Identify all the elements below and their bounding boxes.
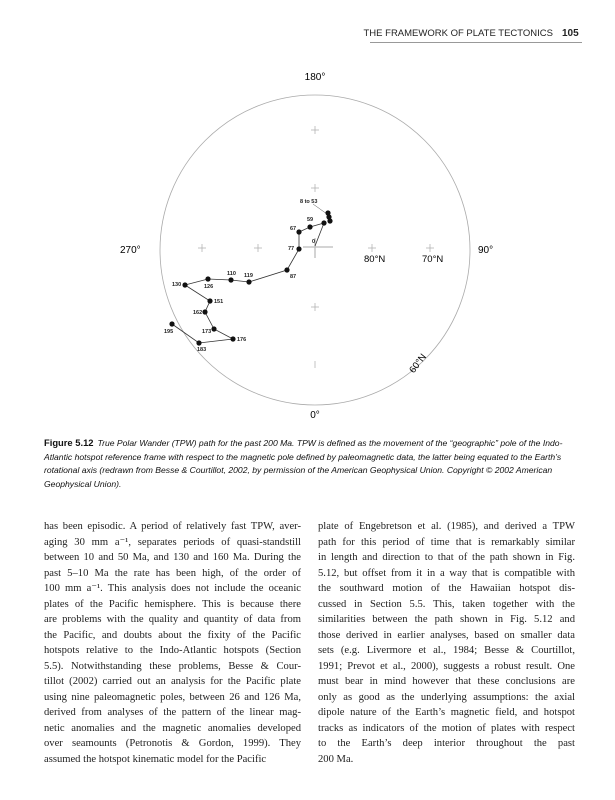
point-label: 162 (193, 310, 203, 316)
text-line: only as good as the underlying assumptions: the axial (318, 691, 575, 703)
label-270: 270° (120, 245, 141, 256)
label-60n: 60°N (407, 351, 430, 376)
point-label: 0 (312, 239, 316, 245)
point-label: 8 to 53 (300, 199, 318, 205)
body-column-left (44, 519, 301, 767)
point-label: 173 (202, 329, 212, 335)
point-label: 126 (204, 284, 214, 290)
figure-caption (44, 436, 576, 491)
text-line: 200 Ma. (318, 753, 354, 765)
tpw-point (202, 309, 207, 314)
text-line: between 10 and 50 Ma, and 130 and 160 Ma. During the (44, 552, 301, 563)
label-80n: 80°N (364, 254, 386, 265)
text-line: netic anomalies and the magnetic anomalies developed (44, 722, 301, 734)
tpw-point (207, 298, 212, 303)
text-line: in length and direction to that of the path shown in Fig. (318, 552, 575, 563)
text-line: over seamounts (Petronotis & Gordon, 1999). They (44, 738, 301, 749)
center-cross (303, 238, 333, 258)
text-line: plate of Engebretson et al. (1985), and derived a TPW (318, 521, 575, 532)
tpw-point (284, 267, 289, 272)
text-line: 5.12, but offset from it in a way that is compatible with (318, 567, 575, 579)
point-label: 176 (237, 337, 247, 343)
tpw-point (205, 276, 210, 281)
tpw-point (327, 218, 332, 223)
tpw-point (296, 229, 301, 234)
text-line: must bear in mind however that these conclusions are (318, 676, 575, 687)
point-label: 59 (307, 217, 314, 223)
tpw-point (296, 246, 301, 251)
text-line: cussed in Section 5.5. This, taken together with the (318, 598, 575, 610)
tpw-labels (164, 199, 317, 353)
point-label: 195 (164, 329, 174, 335)
tpw-point (182, 282, 187, 287)
text-line: 100 mm a⁻¹. This analysis does not include the oceanic (44, 583, 301, 594)
cluster-leader (313, 204, 327, 214)
point-label: 77 (288, 246, 295, 252)
text-line: are problems with the quality and quantity of data from (44, 614, 301, 625)
tpw-point (211, 326, 216, 331)
text-line: hotspots relative to the Indo-Atlantic hotspots (Section (44, 645, 301, 656)
header-rule (370, 42, 582, 43)
text-line: using nine paleomagnetic poles, between 26 and 126 Ma, (44, 691, 301, 703)
text-line: derived from analyses of the pattern of the linear mag- (44, 707, 301, 718)
point-label: 130 (172, 282, 182, 288)
text-line: path for this period of time that is remarkably similar (318, 536, 575, 548)
page-number: 105 (562, 28, 579, 39)
point-label: 119 (244, 273, 253, 279)
text-line: has been episodic. A period of relatively fast TPW, aver- (44, 521, 301, 532)
text-line: tillot (2002) carried out an analysis for the Pacific plate (44, 676, 301, 687)
text-line: sets (e.g. Livermore et al., 1984; Besse & Courtillot, (318, 645, 575, 656)
label-180: 180° (304, 72, 326, 83)
text-line: aging 30 mm a⁻¹, separates periods of quasi-standstill (44, 536, 301, 548)
text-line: the Pacific, and doubts about the fixity of the Pacific (44, 629, 301, 641)
running-header: THE FRAMEWORK OF PLATE TECTONICS (363, 28, 553, 39)
text-line: past 5–10 Ma the rate has been high, of the order of (44, 567, 301, 579)
point-label: 183 (197, 347, 207, 353)
point-label: 110 (227, 271, 236, 277)
text-line: plates of the Pacific hemisphere. This is because there (44, 598, 301, 610)
text-line: 1991; Prevot et al., 2000), suggests a robust result. One (318, 660, 575, 672)
tpw-point (196, 340, 201, 345)
caption-label: Figure 5.12 (44, 437, 94, 448)
text-line: those derived in earlier analyses, based on smaller data (318, 629, 575, 641)
tpw-point (228, 277, 233, 282)
label-90: 90° (478, 245, 494, 256)
label-70n: 70°N (422, 254, 444, 265)
tpw-polar-plot (0, 60, 615, 430)
text-line: the southward motion of the Hawaiian hotspot dis- (318, 583, 575, 594)
caption-text: True Polar Wander (TPW) path for the past 200 Ma. TPW is defined as the movement of the “geographic” pole of the Indo-Atlantic hotspot reference frame with respect to the magnetic pole defined by paleomagnetic data, the latter being equated to the Earth’s rotational axis (redrawn from Besse & Courtillot, 2002, by permission of the American Geophysical Union. Copyright © 2002 American Geophysical Union). (44, 438, 563, 489)
text-line: tracks as indicators of the motion of plates with respect (318, 722, 575, 734)
tpw-point (169, 321, 174, 326)
text-line: dipole nature of the Earth’s magnetic field, and hotspot (318, 707, 575, 718)
point-label: 67 (290, 226, 297, 232)
point-label: 87 (290, 274, 297, 280)
tpw-point (307, 224, 312, 229)
text-line: 5.5). Notwithstanding these problems, Besse & Cour- (44, 660, 301, 672)
text-line: to the Earth’s deep interior throughout the past (318, 738, 575, 749)
text-line: assumed the hotspot kinematic model for the Pacific (44, 753, 267, 765)
label-0: 0° (310, 410, 320, 421)
point-label: 151 (214, 299, 224, 305)
tpw-point (230, 336, 235, 341)
body-column-right (318, 519, 575, 767)
tpw-point (321, 220, 326, 225)
text-line: similarities between the path shown in Fig. 5.12 and (318, 614, 575, 625)
tpw-point (246, 279, 251, 284)
